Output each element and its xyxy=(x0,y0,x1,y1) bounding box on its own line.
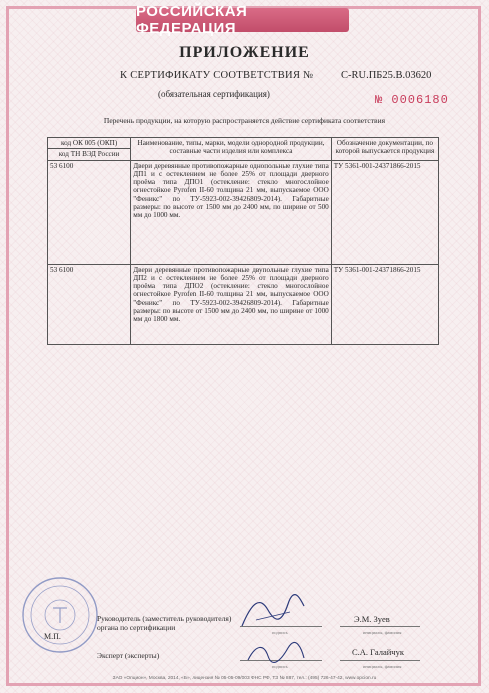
expert-name-line xyxy=(340,660,420,661)
expert-signature xyxy=(244,640,308,666)
printer-footer: ЗАО «Опцион», Москва, 2014, «Б», лицензия № 05-05-09/003 ФНС РФ, ТЗ № 887, тел.: (495) 726-47-42, www.opcion.ru xyxy=(112,676,377,681)
header-code xyxy=(48,138,131,161)
serial-number: № 0006180 xyxy=(375,93,449,107)
head-name-line xyxy=(340,626,420,627)
row-code: 53 6100 xyxy=(48,160,131,264)
head-sign-caption: подпись xyxy=(272,630,288,635)
row-name: Двери деревянные противопожарные однопольные глухие типа ДП1 и с остеклением не более 25% от площади дверного проёма типа ДПО1 (остекление: стекло многослойное огнестойкое Pyrofen II-60 толщина 21 мм, выпускаемое ООО "Феникс" по ТУ-5923-002-39426809-2014). Габаритные размеры: по высоте от 1500 мм до 2400 мм, по ширине от 500 мм до 1000 мм. xyxy=(131,160,332,264)
head-label-2: органа по сертификации xyxy=(97,623,176,632)
certification-kind: (обязательная сертификация) xyxy=(158,89,270,99)
head-name: Э.М. Зуев xyxy=(354,614,390,624)
intro-text: Перечень продукции, на которую распространяется действие сертификата соответствия xyxy=(103,116,386,125)
page-title: ПРИЛОЖЕНИЕ xyxy=(179,44,310,61)
row-doc: ТУ 5361-001-24371866-2015 xyxy=(331,264,438,344)
certificate-label: К СЕРТИФИКАТУ СООТВЕТСТВИЯ № xyxy=(120,70,314,81)
country-banner: РОССИЙСКАЯ ФЕДЕРАЦИЯ xyxy=(136,8,349,32)
table-row xyxy=(48,264,439,344)
header-code-okp: код ОК 005 (ОКП) xyxy=(60,139,118,147)
expert-name-caption: инициалы, фамилия xyxy=(363,664,402,669)
head-signature xyxy=(238,592,308,632)
head-name-caption: инициалы, фамилия xyxy=(363,630,402,635)
header-code-tnved: код ТН ВЭД России xyxy=(48,148,130,158)
certificate-number: С-RU.ПБ25.В.03620 xyxy=(341,70,432,81)
header-doc: Обозначение документации, по которой выпускается продукция xyxy=(331,138,438,161)
expert-label: Эксперт (эксперты) xyxy=(97,651,160,660)
expert-name: С.А. Галайчук xyxy=(352,647,404,657)
seal-place-label: М.П. xyxy=(44,632,61,641)
table-row xyxy=(48,160,439,264)
row-code: 53 6100 xyxy=(48,264,131,344)
products-table xyxy=(47,137,439,345)
row-doc: ТУ 5361-001-24371866-2015 xyxy=(331,160,438,264)
head-label-1: Руководитель (заместитель руководителя) xyxy=(97,614,232,623)
round-seal-stamp xyxy=(20,575,100,655)
expert-sign-caption: подпись xyxy=(272,664,288,669)
row-name: Двери деревянные противопожарные двупольные глухие типа ДП2 и с остеклением не более 25% от площади дверного проёма типа ДПО2 (остекление: стекло многослойное огнестойкое Pyrofen II-60 толщина 21 мм, выпускаемое ООО "Феникс" по ТУ-5923-002-39426809-2014). Габаритные размеры: по высоте от 1500 мм до 2400 мм, по ширине от 1000 мм до 1800 мм. xyxy=(131,264,332,344)
header-name: Наименование, типы, марки, модели однородной продукции, составные части изделия или комплекса xyxy=(131,138,332,161)
table-header-row xyxy=(48,138,439,161)
